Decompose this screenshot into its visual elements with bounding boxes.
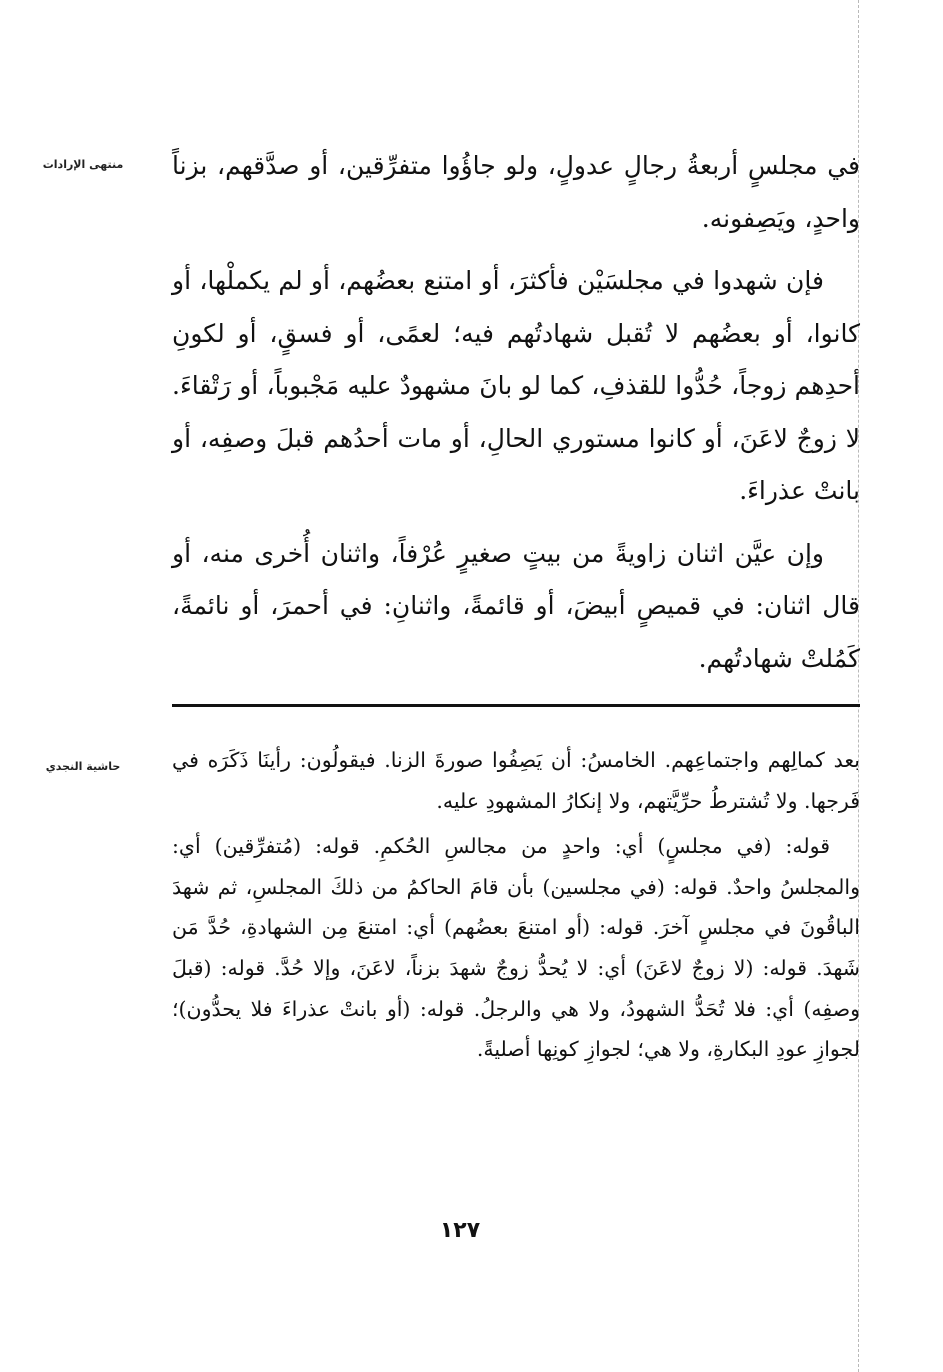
section-divider — [172, 704, 860, 707]
main-text — [172, 140, 860, 685]
main-paragraph-2: فإن شهدوا في مجلسَيْن فأكثرَ، أو امتنع بعضُهم، أو لم يكملْها، أو كانوا، أو بعضُهم لا تُقبل شهادتُهم فيه؛ لعمًى، أو فسقٍ، أو لكونِ أحدِهم زوجاً، حُدُّوا للقذفِ، كما لو بانَ مشهودٌ عليه مَجْبوباً، أو رَتْقاءَ. لا زوجٌ لاعَنَ، أو كانوا مستوري الحالِ، أو مات أحدُهم قبلَ وصفِه، أو بانتْ عذراءَ. — [172, 266, 860, 505]
notes-text — [172, 740, 860, 1070]
main-paragraph-3: وإن عيَّن اثنان زاويةً من بيتٍ صغيرٍ عُرْفاً، واثنان أُخرى منه، أو قال اثنان: في قميصٍ أبيضَ، أو قائمةً، واثنانِ: في أحمرَ، أو نائمةً، كَمُلتْ شهادتُهم. — [172, 538, 860, 673]
notes-paragraph-2: قوله: (في مجلسٍ) أي: واحدٍ من مجالسِ الحُكمِ. قوله: (مُتفرِّقين) أي: والمجلسُ واحدٌ. قوله: (في مجلسين) بأن قامَ الحاكمُ من ذلكَ المجلسِ، ثم شهدَ الباقُونَ في مجلسٍ آخرَ. قوله: (أو امتنعَ بعضُهم) أي: امتنعَ مِن الشهادةِ، حُدَّ مَن شَهدَ. قوله: (لا زوجٌ لاعَنَ) أي: لا يُحدُّ زوجٌ شهدَ بزناً، لاعَنَ، وإلا حُدَّ. قوله: (قبلَ وصفِه) أي: فلا تُحَدُّ الشهودُ، ولا هي والرجلُ. قوله: (أو بانتْ عذراءَ فلا يحدُّون)؛ لجوازِ عودِ البكارةِ، ولا هي؛ لجوازِ كونِها أصليةً. — [172, 834, 860, 1062]
margin-label-notes: حاشية النجدي — [45, 760, 121, 773]
notes-paragraph-1: بعد كمالِهم واجتماعِهم. الخامسُ: أن يَصِفُوا صورةَ الزنا. فيقولُون: رأينَا ذَكَرَه في فَرجها. ولا تُشترطُ حرِّيَّتهم، ولا إنكارُ المشهودِ عليه. — [172, 748, 860, 813]
page-number: ١٢٧ — [439, 1218, 481, 1243]
main-paragraph-1: في مجلسٍ أربعةُ رجالٍ عدولٍ، ولو جاؤُوا متفرِّقين، أو صدَّقهم، بزناً واحدٍ، ويَصِفونه. — [172, 151, 860, 233]
margin-label-main: منتهى الإرادات — [42, 158, 124, 171]
